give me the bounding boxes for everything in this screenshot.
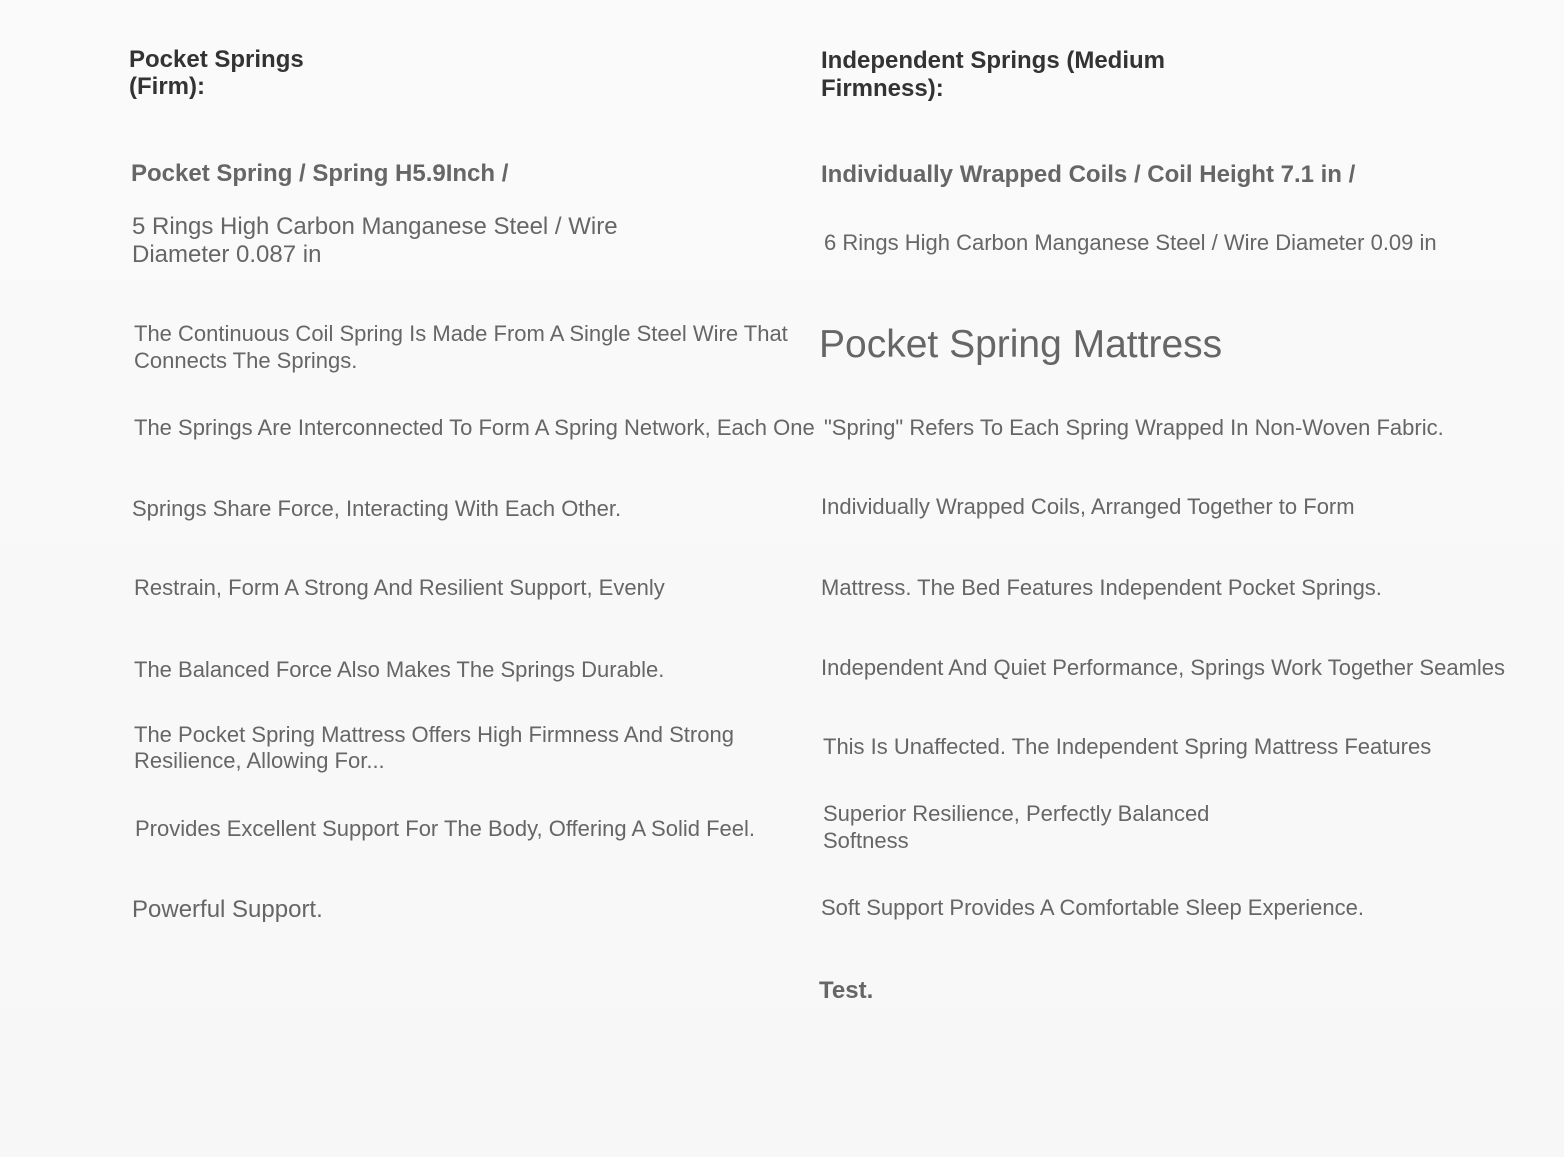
right-line3: Mattress. The Bed Features Independent Pocket Springs. [821,575,1382,600]
right-heading: Independent Springs (Medium Firmness): [821,47,1166,102]
left-line4: Restrain, Form A Strong And Resilient Support, Evenly [134,575,665,600]
right-line1: "Spring" Refers To Each Spring Wrapped In Non-Woven Fabric. [824,415,1444,440]
right-line2: Individually Wrapped Coils, Arranged Together to Form [821,494,1355,519]
right-line7: Soft Support Provides A Comfortable Sleep Experience. [821,895,1364,920]
left-rings: 5 Rings High Carbon Manganese Steel / Wire Diameter 0.087 in [132,213,618,268]
left-line8: Powerful Support. [132,896,323,923]
right-line5: This Is Unaffected. The Independent Spring Mattress Features [823,734,1432,759]
left-line1: The Continuous Coil Spring Is Made From A Single Steel Wire That Connects The Springs. [134,321,788,373]
left-line5: The Balanced Force Also Makes The Springs Durable. [134,657,665,682]
right-line8: Test. [819,977,874,1004]
right-line4: Independent And Quiet Performance, Springs Work Together Seamles [821,655,1506,680]
right-title: Pocket Spring Mattress [819,323,1223,366]
right-spec: Individually Wrapped Coils / Coil Height 7.1 in / [821,161,1356,188]
right-rings: 6 Rings High Carbon Manganese Steel / Wire Diameter 0.09 in [824,230,1437,255]
left-spec: Pocket Spring / Spring H5.9Inch / [131,160,509,187]
left-heading: Pocket Springs (Firm): [129,46,304,100]
left-line3: Springs Share Force, Interacting With Each Other. [132,496,622,521]
left-line6: The Pocket Spring Mattress Offers High Firmness And Strong Resilience, Allowing For... [134,722,734,773]
left-line7: Provides Excellent Support For The Body, Offering A Solid Feel. [135,816,755,841]
left-line2: The Springs Are Interconnected To Form A Spring Network, Each One [134,415,815,440]
right-line6: Superior Resilience, Perfectly Balanced Softness [823,801,1210,853]
